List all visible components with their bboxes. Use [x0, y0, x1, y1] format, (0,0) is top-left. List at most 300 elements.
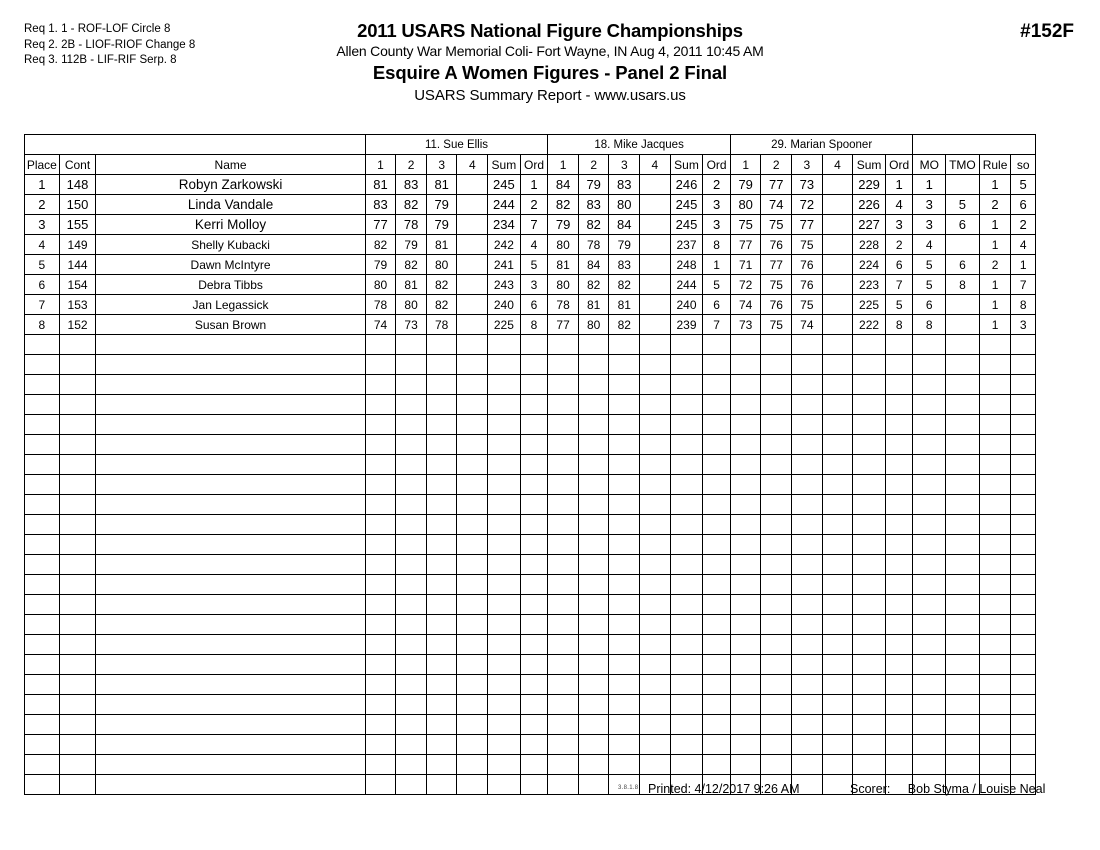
cell-j2-ord: 7 [703, 315, 731, 335]
cell-name: Kerri Molloy [96, 215, 365, 235]
cell-j1-score-2: 82 [396, 195, 427, 215]
cell-j1-score-1 [365, 635, 396, 655]
cell-j3-score-2 [761, 355, 792, 375]
table-row-empty[interactable] [25, 535, 1036, 555]
cell-j2-ord: 1 [703, 255, 731, 275]
cell-j1-score-1 [365, 555, 396, 575]
header-place: Place [25, 155, 60, 175]
cell-j2-score-1 [548, 635, 579, 655]
cell-j3-sum: 227 [853, 215, 886, 235]
cell-rule [979, 575, 1011, 595]
cell-tmo [946, 755, 980, 775]
cell-j3-score-1: 75 [730, 215, 761, 235]
cell-j2-sum [670, 675, 703, 695]
cell-cont [59, 455, 96, 475]
cell-j3-score-4 [822, 275, 853, 295]
cell-so [1011, 535, 1036, 555]
cell-j1-score-2 [396, 695, 427, 715]
cell-cont [59, 355, 96, 375]
cell-j1-sum [488, 395, 521, 415]
cell-j3-score-2: 77 [761, 175, 792, 195]
cell-j3-score-2 [761, 715, 792, 735]
cell-j3-score-2 [761, 475, 792, 495]
table-row[interactable] [25, 295, 1036, 315]
cell-so [1011, 455, 1036, 475]
cell-j2-score-3 [609, 655, 640, 675]
scorer-block [850, 782, 1045, 796]
cell-j1-score-4 [457, 695, 488, 715]
cell-j3-ord [885, 575, 913, 595]
cell-j3-score-1 [730, 515, 761, 535]
cell-j3-score-1 [730, 475, 761, 495]
cell-j2-sum: 245 [670, 195, 703, 215]
cell-j3-score-1: 79 [730, 175, 761, 195]
cell-j3-score-4 [822, 475, 853, 495]
cell-so: 3 [1011, 315, 1036, 335]
cell-j3-score-1: 71 [730, 255, 761, 275]
cell-j2-score-1 [548, 475, 579, 495]
cell-j2-score-1 [548, 615, 579, 635]
cell-j3-sum [853, 455, 886, 475]
cell-j3-score-1 [730, 735, 761, 755]
cell-so [1011, 615, 1036, 635]
cell-j1-score-4 [457, 215, 488, 235]
cell-j3-score-1 [730, 715, 761, 735]
cell-j2-score-2 [578, 615, 609, 635]
cell-j3-score-2 [761, 755, 792, 775]
cell-j3-score-2 [761, 595, 792, 615]
cell-j2-sum [670, 335, 703, 355]
cell-j2-sum [670, 755, 703, 775]
cell-j1-sum [488, 655, 521, 675]
cell-name [96, 635, 365, 655]
cell-place [25, 755, 60, 775]
cell-rule [979, 435, 1011, 455]
cell-j1-score-4 [457, 195, 488, 215]
cell-j3-score-3 [792, 695, 823, 715]
cell-j1-score-3 [426, 755, 457, 775]
cell-j1-score-3 [426, 615, 457, 635]
cell-j1-score-2 [396, 475, 427, 495]
cell-j3-ord: 8 [885, 315, 913, 335]
cell-j1-score-3 [426, 635, 457, 655]
cell-j1-ord [520, 675, 548, 695]
judge-band-row [25, 135, 1036, 155]
cell-j1-score-1: 83 [365, 195, 396, 215]
cell-j2-sum [670, 495, 703, 515]
cell-rule [979, 515, 1011, 535]
cell-j1-score-4 [457, 475, 488, 495]
cell-j2-score-3 [609, 475, 640, 495]
cell-j3-score-2 [761, 335, 792, 355]
cell-j3-score-3 [792, 715, 823, 735]
cell-j3-score-4 [822, 755, 853, 775]
cell-j1-sum [488, 435, 521, 455]
cell-j2-score-1: 82 [548, 195, 579, 215]
cell-j3-score-1 [730, 375, 761, 395]
table-row[interactable] [25, 255, 1036, 275]
cell-j3-score-1 [730, 595, 761, 615]
table-row-empty[interactable] [25, 575, 1036, 595]
cell-tmo [946, 735, 980, 755]
cell-j2-ord [703, 615, 731, 635]
cell-j2-score-3 [609, 395, 640, 415]
cell-j3-score-1 [730, 755, 761, 775]
cell-j2-ord [703, 535, 731, 555]
table-row-empty[interactable] [25, 615, 1036, 635]
cell-place [25, 435, 60, 455]
cell-j2-score-2 [578, 635, 609, 655]
cell-j1-score-2: 81 [396, 275, 427, 295]
cell-j1-score-4 [457, 655, 488, 675]
cell-j3-ord [885, 595, 913, 615]
cell-j3-score-1: 74 [730, 295, 761, 315]
cell-j2-ord [703, 355, 731, 375]
cell-j3-score-3: 73 [792, 175, 823, 195]
cell-so [1011, 515, 1036, 535]
table-row[interactable] [25, 315, 1036, 335]
cell-j1-score-2 [396, 735, 427, 755]
cell-j1-ord: 6 [520, 295, 548, 315]
cell-j3-score-1 [730, 575, 761, 595]
cell-j2-score-4 [640, 495, 671, 515]
cell-tmo [946, 235, 980, 255]
cell-name [96, 455, 365, 475]
cell-tmo [946, 435, 980, 455]
cell-j1-score-3 [426, 595, 457, 615]
cell-mo: 4 [913, 235, 946, 255]
cell-j3-sum: 229 [853, 175, 886, 195]
cell-j2-score-3 [609, 375, 640, 395]
cell-j1-score-4 [457, 535, 488, 555]
cell-j3-ord [885, 455, 913, 475]
cell-j3-score-4 [822, 415, 853, 435]
cell-j1-score-3 [426, 655, 457, 675]
table-row-empty[interactable] [25, 675, 1036, 695]
cell-j2-score-1: 81 [548, 255, 579, 275]
cell-cont [59, 575, 96, 595]
cell-j3-score-1 [730, 335, 761, 355]
cell-j2-ord [703, 375, 731, 395]
cell-rule [979, 755, 1011, 775]
cell-j1-score-2: 82 [396, 255, 427, 275]
cell-j3-score-3 [792, 475, 823, 495]
cell-mo [913, 715, 946, 735]
cell-j1-ord [520, 455, 548, 475]
cell-j2-score-3 [609, 695, 640, 715]
cell-j3-score-2: 75 [761, 315, 792, 335]
cell-j3-ord [885, 555, 913, 575]
cell-j1-score-4 [457, 395, 488, 415]
cell-j3-score-4 [822, 695, 853, 715]
header-j1-score-4: 4 [457, 155, 488, 175]
cell-j1-score-1 [365, 495, 396, 515]
cell-j2-score-3 [609, 335, 640, 355]
cell-cont [59, 535, 96, 555]
cell-j3-score-3 [792, 515, 823, 535]
cell-j1-score-3 [426, 735, 457, 755]
table-row-empty[interactable] [25, 515, 1036, 535]
cell-j3-ord: 4 [885, 195, 913, 215]
cell-tmo [946, 475, 980, 495]
cell-tmo [946, 375, 980, 395]
header-j1-score-3: 3 [426, 155, 457, 175]
cell-j3-sum [853, 575, 886, 595]
cell-j1-ord: 8 [520, 315, 548, 335]
cell-rule [979, 355, 1011, 375]
cell-j2-ord [703, 415, 731, 435]
column-header-row [25, 155, 1036, 175]
cell-j1-score-1: 79 [365, 255, 396, 275]
championship-title: 2011 USARS National Figure Championships [357, 20, 743, 41]
cell-j2-score-3 [609, 715, 640, 735]
table-row[interactable] [25, 215, 1036, 235]
cell-j1-score-4 [457, 335, 488, 355]
cell-j1-ord [520, 615, 548, 635]
cell-name: Dawn McIntyre [96, 255, 365, 275]
cell-name: Jan Legassick [96, 295, 365, 315]
cell-j1-score-3: 79 [426, 195, 457, 215]
cell-name [96, 595, 365, 615]
cell-j2-score-1: 80 [548, 235, 579, 255]
cell-j1-score-4 [457, 755, 488, 775]
table-row-empty[interactable] [25, 655, 1036, 675]
cell-j3-sum [853, 495, 886, 515]
table-row-empty[interactable] [25, 335, 1036, 355]
cell-j2-score-1: 79 [548, 215, 579, 235]
cell-j3-score-1: 80 [730, 195, 761, 215]
cell-j3-ord [885, 475, 913, 495]
cell-j1-score-2: 73 [396, 315, 427, 335]
cell-rule [979, 475, 1011, 495]
cell-place [25, 675, 60, 695]
cell-j1-ord [520, 595, 548, 615]
table-row[interactable] [25, 235, 1036, 255]
cell-j1-ord [520, 355, 548, 375]
cell-mo [913, 695, 946, 715]
cell-j2-sum [670, 475, 703, 495]
cell-j2-score-2: 80 [578, 315, 609, 335]
cell-j3-score-4 [822, 555, 853, 575]
cell-j1-sum [488, 615, 521, 635]
table-row-empty[interactable] [25, 475, 1036, 495]
cell-j3-score-2: 75 [761, 275, 792, 295]
cell-tmo [946, 675, 980, 695]
cell-j2-score-4 [640, 275, 671, 295]
cell-j2-score-1 [548, 455, 579, 475]
cell-j1-ord [520, 435, 548, 455]
header-j2-sum: Sum [670, 155, 703, 175]
cell-mo [913, 635, 946, 655]
header-cont: Cont [59, 155, 96, 175]
table-row-empty[interactable] [25, 755, 1036, 775]
cell-j1-score-2: 78 [396, 215, 427, 235]
table-row-empty[interactable] [25, 395, 1036, 415]
cell-so [1011, 555, 1036, 575]
cell-j1-score-1 [365, 575, 396, 595]
cell-j2-sum [670, 515, 703, 535]
cell-j3-score-3 [792, 535, 823, 555]
cell-name [96, 615, 365, 635]
cell-j1-score-4 [457, 375, 488, 395]
cell-so [1011, 475, 1036, 495]
cell-place: 3 [25, 215, 60, 235]
cell-j2-score-4 [640, 375, 671, 395]
table-row-empty[interactable] [25, 735, 1036, 755]
requirement-line-1: Req 1. 1 - ROF-LOF Circle 8 [24, 23, 171, 35]
cell-j3-score-3 [792, 655, 823, 675]
cell-j1-score-4 [457, 735, 488, 755]
table-row[interactable] [25, 195, 1036, 215]
cell-j1-score-3 [426, 375, 457, 395]
cell-j3-score-4 [822, 655, 853, 675]
cell-place [25, 355, 60, 375]
cell-j1-score-3 [426, 695, 457, 715]
cell-mo [913, 515, 946, 535]
cell-j2-score-4 [640, 475, 671, 495]
cell-j1-score-4 [457, 355, 488, 375]
cell-j3-score-3: 75 [792, 235, 823, 255]
cell-j3-score-1 [730, 355, 761, 375]
cell-j2-sum [670, 415, 703, 435]
cell-j2-score-3 [609, 615, 640, 635]
cell-tmo [946, 335, 980, 355]
cell-j1-sum: 234 [488, 215, 521, 235]
cell-j1-sum [488, 635, 521, 655]
cell-j3-score-3 [792, 615, 823, 635]
cell-j2-score-1 [548, 495, 579, 515]
cell-j3-score-2 [761, 655, 792, 675]
table-row-empty[interactable] [25, 695, 1036, 715]
cell-place [25, 615, 60, 635]
cell-j2-score-4 [640, 415, 671, 435]
cell-j1-score-1: 78 [365, 295, 396, 315]
cell-j3-score-4 [822, 515, 853, 535]
cell-so: 4 [1011, 235, 1036, 255]
cell-j2-ord [703, 555, 731, 575]
table-row-empty[interactable] [25, 455, 1036, 475]
cell-j1-score-2 [396, 755, 427, 775]
cell-j1-sum [488, 335, 521, 355]
cell-j3-score-4 [822, 595, 853, 615]
cell-so [1011, 355, 1036, 375]
cell-j1-ord [520, 735, 548, 755]
cell-j1-ord: 3 [520, 275, 548, 295]
cell-j2-score-1 [548, 575, 579, 595]
cell-so [1011, 495, 1036, 515]
cell-j2-score-2: 78 [578, 235, 609, 255]
cell-j2-score-1 [548, 675, 579, 695]
cell-mo [913, 375, 946, 395]
table-row-empty[interactable] [25, 495, 1036, 515]
table-row-empty[interactable] [25, 715, 1036, 735]
cell-j1-sum [488, 515, 521, 535]
cell-j1-score-2 [396, 435, 427, 455]
cell-j2-sum [670, 615, 703, 635]
cell-j1-score-3: 82 [426, 295, 457, 315]
cell-j2-sum: 237 [670, 235, 703, 255]
cell-j2-score-2 [578, 475, 609, 495]
cell-j2-score-2 [578, 675, 609, 695]
judge-band-spacer [25, 135, 366, 155]
cell-j1-score-2 [396, 595, 427, 615]
table-row[interactable] [25, 175, 1036, 195]
cell-j3-score-2 [761, 495, 792, 515]
cell-j2-score-2 [578, 335, 609, 355]
cell-j3-score-1 [730, 635, 761, 655]
cell-j1-score-1 [365, 595, 396, 615]
cell-j3-score-4 [822, 195, 853, 215]
table-row-empty[interactable] [25, 415, 1036, 435]
cell-j2-score-2: 82 [578, 215, 609, 235]
cell-j3-score-3 [792, 435, 823, 455]
cell-j1-score-2 [396, 515, 427, 535]
cell-cont [59, 695, 96, 715]
table-row-empty[interactable] [25, 555, 1036, 575]
cell-j3-score-4 [822, 295, 853, 315]
cell-j3-ord [885, 615, 913, 635]
table-row-empty[interactable] [25, 595, 1036, 615]
cell-j1-score-3 [426, 435, 457, 455]
cell-name [96, 395, 365, 415]
table-row-empty[interactable] [25, 355, 1036, 375]
cell-name: Linda Vandale [96, 195, 365, 215]
cell-rule [979, 615, 1011, 635]
cell-j1-ord [520, 555, 548, 575]
cell-place: 8 [25, 315, 60, 335]
cell-j1-sum [488, 415, 521, 435]
cell-j3-score-3 [792, 555, 823, 575]
cell-j2-score-4 [640, 455, 671, 475]
cell-j1-score-3 [426, 515, 457, 535]
cell-mo [913, 555, 946, 575]
cell-j3-score-3 [792, 355, 823, 375]
cell-j2-score-4 [640, 555, 671, 575]
table-row-empty[interactable] [25, 435, 1036, 455]
header-j1-sum: Sum [488, 155, 521, 175]
cell-so [1011, 415, 1036, 435]
cell-tmo [946, 355, 980, 375]
cell-j2-score-3 [609, 535, 640, 555]
cell-j3-score-3: 76 [792, 275, 823, 295]
cell-rule [979, 375, 1011, 395]
cell-j1-score-1: 77 [365, 215, 396, 235]
cell-j2-sum [670, 635, 703, 655]
cell-cont [59, 435, 96, 455]
table-row-empty[interactable] [25, 635, 1036, 655]
cell-j1-score-3: 78 [426, 315, 457, 335]
cell-rule: 2 [979, 195, 1011, 215]
cell-j3-score-4 [822, 255, 853, 275]
cell-j2-score-4 [640, 715, 671, 735]
report-subtitle: USARS Summary Report - www.usars.us [414, 87, 686, 104]
cell-j1-score-4 [457, 495, 488, 515]
header-j2-score-2: 2 [578, 155, 609, 175]
cell-j3-ord: 7 [885, 275, 913, 295]
table-row[interactable] [25, 275, 1036, 295]
cell-j1-sum: 244 [488, 195, 521, 215]
cell-mo [913, 615, 946, 635]
cell-j1-score-2 [396, 715, 427, 735]
table-row-empty[interactable] [25, 375, 1036, 395]
cell-j1-score-3: 81 [426, 235, 457, 255]
cell-j3-score-3 [792, 375, 823, 395]
cell-j2-score-2 [578, 735, 609, 755]
header-j1-score-2: 2 [396, 155, 427, 175]
cell-j3-sum [853, 695, 886, 715]
cell-mo [913, 735, 946, 755]
cell-j2-ord [703, 695, 731, 715]
